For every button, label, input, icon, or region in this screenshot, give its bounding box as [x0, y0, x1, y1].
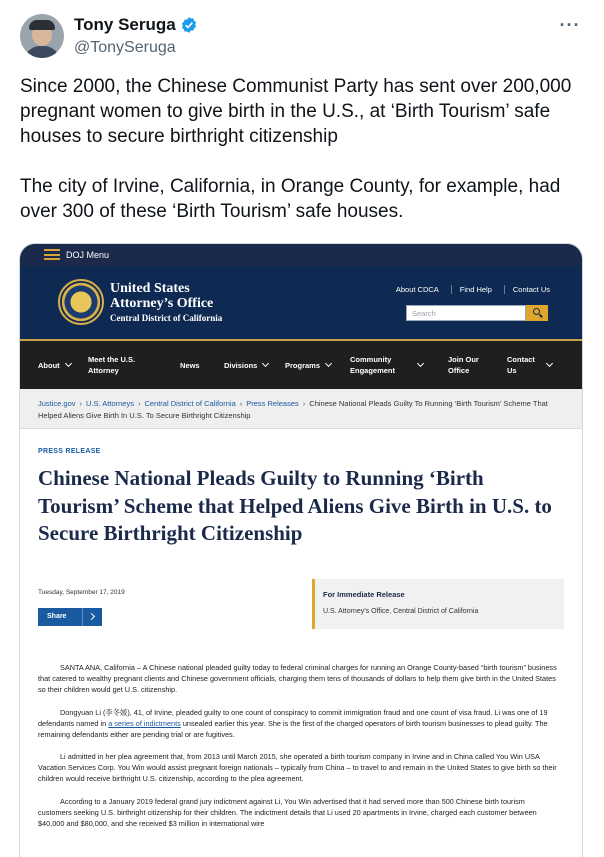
- release-subheading: U.S. Attorney’s Office, Central District of California: [323, 608, 479, 615]
- nav-label: Community Engagement: [350, 355, 396, 375]
- nav-divisions: [224, 341, 268, 389]
- office-title: [110, 281, 222, 325]
- nav-label: Divisions: [224, 360, 258, 370]
- body-paragraph: SANTA ANA, California – A Chinese national pleaded guilty today to federal criminal charges for running an Orange County-based “birth tourism” business that catered to wealthy pregnant clients and Chinese government officials, charging them tens of thousands of dollars to help them give birth in the United States so their children would get U.S. citizenship.: [38, 663, 557, 694]
- body-text-run: unsealed earlier this year. She is the first of the charged operators of birth tourism businesses to plead guilty. The remaining defendants either are pending trial or are fugitives.: [38, 718, 548, 739]
- nav-news: [180, 341, 200, 389]
- office-title-line3: Central District of California: [110, 313, 223, 323]
- tweet-header: [20, 14, 584, 64]
- hamburger-icon: [44, 249, 60, 260]
- press-release-label: PRESS RELEASE: [38, 448, 101, 455]
- link-contact-us: Contact Us: [504, 285, 550, 294]
- office-title-line1: United States: [110, 281, 190, 296]
- display-name-text[interactable]: Tony Seruga: [74, 15, 176, 34]
- nav-join-office: [448, 341, 490, 389]
- doj-seal-icon: [58, 279, 104, 325]
- body-paragraph: According to a January 2019 federal grand jury indictment against Li, You Win advertised that it had served more than 500 Chinese birth tourism customers seeking U.S. birthright citizenship for their children. The indictment details that Li used 20 apartments in Irvine, charged each customer between $40,000 and $80,000, and she received $3 million in international wire: [38, 796, 537, 828]
- chevron-down-icon: [546, 360, 553, 367]
- doj-topbar: [20, 244, 583, 266]
- share-label: Share: [47, 613, 67, 620]
- nav-about: [38, 341, 71, 389]
- nav-programs: [285, 341, 331, 389]
- link-find-help: Find Help: [451, 285, 492, 294]
- release-info-box: [312, 579, 564, 629]
- chevron-down-icon: [325, 360, 332, 367]
- chevron-down-icon: [262, 360, 269, 367]
- nav-meet-attorney: [88, 341, 158, 389]
- tweet-text: [20, 74, 586, 249]
- breadcrumb: Justice.gov › U.S. Attorneys › Central District of California › Press Releases › Chinese National Pleads Guilty To Running ‘Birth Tourism’ Scheme That Helped Aliens Give Birth In U.S. To Secure Birthright Citizenship: [38, 399, 548, 420]
- breadcrumb-item: U.S. Attorneys: [86, 399, 134, 408]
- body-paragraph: [38, 707, 558, 740]
- avatar[interactable]: [20, 14, 64, 58]
- nav-label: Meet the U.S. Attorney: [88, 355, 136, 375]
- search-button: [526, 305, 548, 321]
- body-text-run: Dongyuan Li (李冬媛), 41, of Irvine, pleaded guilty to one count of conspiracy to commit immigration fraud and one count of visa fraud. Li was one of 19 defendants named in: [38, 707, 548, 728]
- verified-badge-icon: [180, 16, 198, 34]
- breadcrumb-item: Justice.gov: [38, 399, 76, 408]
- search-input: Search: [406, 305, 526, 321]
- breadcrumb-current: Chinese National Pleads Guilty To Running ‘Birth Tourism’ Scheme That Helped Aliens Give Birth In U.S. To Secure Birthright Citizenship: [38, 399, 548, 420]
- press-release-body: [38, 662, 558, 840]
- doj-menu-button: [44, 249, 109, 260]
- more-icon[interactable]: ···: [559, 15, 581, 35]
- nav-label: Programs: [285, 360, 321, 370]
- nav-label: Join Our Office: [448, 355, 479, 375]
- nav-community-engagement: [350, 341, 434, 389]
- office-title-line2: Attorney’s Office: [110, 296, 214, 311]
- breadcrumb-bar: [20, 389, 583, 429]
- chevron-down-icon: [65, 360, 72, 367]
- release-heading: For Immediate Release: [323, 590, 405, 599]
- usao-header: [20, 266, 583, 339]
- link-about-cdca: About CDCA: [395, 285, 439, 294]
- utility-links: [396, 285, 550, 294]
- nav-label: Contact Us: [507, 355, 535, 375]
- display-name[interactable]: [74, 15, 198, 35]
- chevron-right-icon: [82, 608, 102, 626]
- nav-contact-us: [507, 341, 557, 389]
- body-paragraph: Li admitted in her plea agreement that, from 2013 until March 2015, she operated a birth tourism company in Irvine and in China called You Win USA Vacation Services Corp. You Win would assist pregnant foreign nationals – typically from China – to travel to and remain in the United States to give birth so their children would receive birthright U.S. citizenship, according to the plea agreement.: [38, 752, 557, 783]
- indictments-link: a series of indictments: [108, 718, 181, 728]
- share-button: [38, 608, 102, 626]
- handle[interactable]: @TonySeruga: [74, 39, 176, 56]
- tweet-paragraph: Since 2000, the Chinese Communist Party has sent over 200,000 pregnant women to give birth in the U.S., at ‘Birth Tourism’ safe houses to secure birthright citizenship: [20, 76, 572, 147]
- tweet-paragraph: The city of Irvine, California, in Orange County, for example, had over 300 of these ‘Birth Tourism’ safe houses.: [20, 176, 561, 222]
- doj-menu-label: DOJ Menu: [66, 249, 110, 260]
- release-date: Tuesday, September 17, 2019: [38, 589, 125, 596]
- press-release-headline: Chinese National Pleads Guilty to Running ‘Birth Tourism’ Scheme that Helped Aliens Give Birth in U.S. to Secure Birthright Citizenship: [38, 466, 552, 545]
- main-nav: [20, 339, 583, 389]
- search-icon: [533, 308, 540, 315]
- nav-label: News: [180, 360, 200, 370]
- tweet-media-image[interactable]: [19, 243, 583, 857]
- chevron-down-icon: [417, 360, 424, 367]
- author-block[interactable]: [74, 15, 198, 59]
- nav-label: About: [38, 360, 60, 370]
- breadcrumb-item: Press Releases: [246, 399, 299, 408]
- breadcrumb-item: Central District of California: [144, 399, 236, 408]
